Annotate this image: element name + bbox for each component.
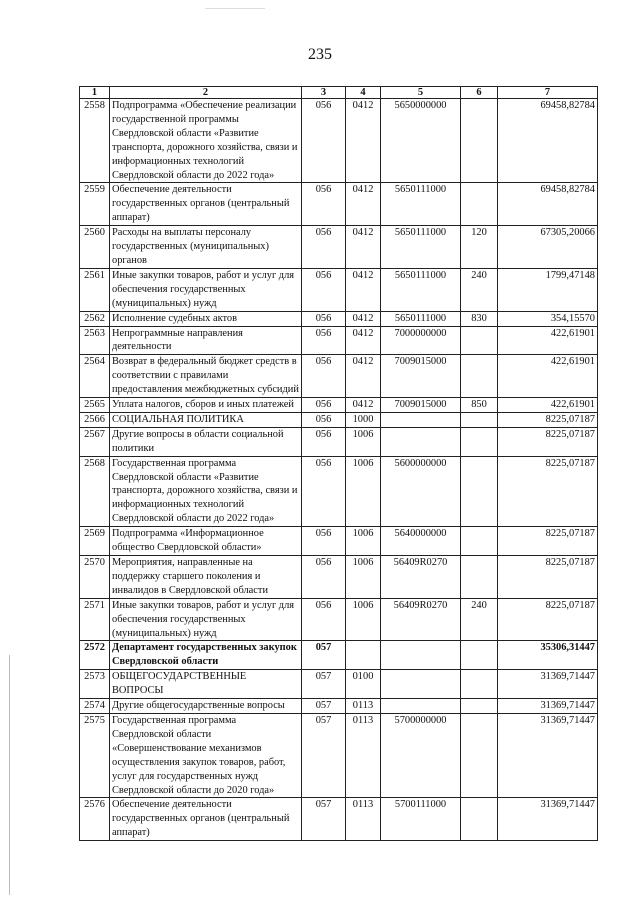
header-cell: 6 [461,87,498,99]
section-code-cell: 0412 [346,326,381,355]
expense-type-cell [461,183,498,226]
row-number-cell: 2565 [80,398,110,413]
row-number-cell: 2576 [80,798,110,841]
expense-type-cell [461,699,498,714]
department-code-cell: 057 [302,713,346,797]
table-row [80,398,598,413]
target-article-cell [381,641,461,670]
section-code-cell: 1006 [346,598,381,641]
department-code-cell: 056 [302,99,346,183]
row-number-cell: 2562 [80,311,110,326]
expense-type-cell: 850 [461,398,498,413]
row-number-cell: 2564 [80,355,110,398]
target-article-cell: 5640000000 [381,527,461,556]
amount-cell: 8225,07187 [498,412,598,427]
expense-type-cell [461,527,498,556]
expense-type-cell [461,798,498,841]
department-code-cell: 056 [302,311,346,326]
expense-type-cell [461,412,498,427]
department-code-cell: 056 [302,556,346,599]
table-row [80,326,598,355]
target-article-cell [381,699,461,714]
amount-cell: 31369,71447 [498,713,598,797]
department-code-cell: 056 [302,398,346,413]
section-code-cell: 0113 [346,713,381,797]
department-code-cell: 057 [302,641,346,670]
item-name-cell: Государственная программа Свердловской области «Развитие транспорта, дорожного хозяйства, связи и информационных технологий Свердловской области до 2022 года» [110,456,302,527]
department-code-cell: 056 [302,326,346,355]
amount-cell: 8225,07187 [498,427,598,456]
section-code-cell: 1006 [346,456,381,527]
item-name-cell: Иные закупки товаров, работ и услуг для обеспечения государственных (муниципальных) нужд [110,268,302,311]
item-name-cell: Иные закупки товаров, работ и услуг для обеспечения государственных (муниципальных) нужд [110,598,302,641]
section-code-cell [346,641,381,670]
department-code-cell: 056 [302,355,346,398]
amount-cell: 422,61901 [498,355,598,398]
section-code-cell: 0113 [346,798,381,841]
row-number-cell: 2568 [80,456,110,527]
table-row [80,412,598,427]
amount-cell: 354,15570 [498,311,598,326]
amount-cell: 8225,07187 [498,456,598,527]
row-number-cell: 2569 [80,527,110,556]
department-code-cell: 056 [302,427,346,456]
expense-type-cell: 830 [461,311,498,326]
table-header-row [80,87,598,99]
row-number-cell: 2573 [80,670,110,699]
section-code-cell: 0412 [346,355,381,398]
expense-type-cell [461,556,498,599]
department-code-cell: 057 [302,699,346,714]
item-name-cell: Подпрограмма «Обеспечение реализации государственной программы Свердловской области «Развитие транспорта, дорожного хозяйства, связи и информационных технологий Свердловской области до 2022 года» [110,99,302,183]
item-name-cell: Департамент государственных закупок Свердловской области [110,641,302,670]
amount-cell: 69458,82784 [498,99,598,183]
row-number-cell: 2558 [80,99,110,183]
target-article-cell: 7009015000 [381,355,461,398]
section-code-cell: 0113 [346,699,381,714]
section-code-cell: 0412 [346,99,381,183]
table-row [80,699,598,714]
target-article-cell [381,670,461,699]
target-article-cell: 5650000000 [381,99,461,183]
row-number-cell: 2572 [80,641,110,670]
table-row [80,99,598,183]
department-code-cell: 056 [302,456,346,527]
row-number-cell: 2575 [80,713,110,797]
budget-table [79,86,598,841]
expense-type-cell [461,355,498,398]
row-number-cell: 2563 [80,326,110,355]
section-code-cell: 1006 [346,556,381,599]
row-number-cell: 2574 [80,699,110,714]
table-row [80,183,598,226]
amount-cell: 8225,07187 [498,598,598,641]
section-code-cell: 0412 [346,226,381,269]
department-code-cell: 057 [302,798,346,841]
item-name-cell: Исполнение судебных актов [110,311,302,326]
department-code-cell: 057 [302,670,346,699]
header-cell: 5 [381,87,461,99]
target-article-cell: 56409R0270 [381,556,461,599]
amount-cell: 1799,47148 [498,268,598,311]
amount-cell: 422,61901 [498,398,598,413]
table-row [80,268,598,311]
section-code-cell: 1006 [346,427,381,456]
item-name-cell: ОБЩЕГОСУДАРСТВЕННЫЕ ВОПРОСЫ [110,670,302,699]
header-cell: 4 [346,87,381,99]
section-code-cell: 0412 [346,268,381,311]
target-article-cell: 5650111000 [381,311,461,326]
amount-cell: 8225,07187 [498,556,598,599]
header-cell: 7 [498,87,598,99]
expense-type-cell: 120 [461,226,498,269]
item-name-cell: Обеспечение деятельности государственных органов (центральный аппарат) [110,798,302,841]
expense-type-cell [461,326,498,355]
amount-cell: 422,61901 [498,326,598,355]
table-row [80,556,598,599]
item-name-cell: Непрограммные направления деятельности [110,326,302,355]
page-number: 235 [308,46,332,63]
section-code-cell: 1006 [346,527,381,556]
table-row [80,226,598,269]
section-code-cell: 1000 [346,412,381,427]
expense-type-cell [461,456,498,527]
section-code-cell: 0412 [346,183,381,226]
amount-cell: 31369,71447 [498,670,598,699]
department-code-cell: 056 [302,183,346,226]
table-row [80,427,598,456]
table-row [80,713,598,797]
expense-type-cell [461,713,498,797]
row-number-cell: 2560 [80,226,110,269]
row-number-cell: 2571 [80,598,110,641]
item-name-cell: СОЦИАЛЬНАЯ ПОЛИТИКА [110,412,302,427]
target-article-cell: 5650111000 [381,226,461,269]
target-article-cell: 5700000000 [381,713,461,797]
target-article-cell: 5700111000 [381,798,461,841]
department-code-cell: 056 [302,527,346,556]
amount-cell: 35306,31447 [498,641,598,670]
table-row [80,641,598,670]
section-code-cell: 0100 [346,670,381,699]
item-name-cell: Другие вопросы в области социальной политики [110,427,302,456]
table-row [80,355,598,398]
department-code-cell: 056 [302,268,346,311]
item-name-cell: Расходы на выплаты персоналу государственных (муниципальных) органов [110,226,302,269]
department-code-cell: 056 [302,598,346,641]
header-cell: 1 [80,87,110,99]
target-article-cell: 7000000000 [381,326,461,355]
row-number-cell: 2567 [80,427,110,456]
header-cell: 3 [302,87,346,99]
item-name-cell: Возврат в федеральный бюджет средств в соответствии с правилами предоставления межбюджетных субсидий [110,355,302,398]
amount-cell: 69458,82784 [498,183,598,226]
target-article-cell [381,427,461,456]
section-code-cell: 0412 [346,398,381,413]
target-article-cell: 5600000000 [381,456,461,527]
row-number-cell: 2559 [80,183,110,226]
table-row [80,527,598,556]
department-code-cell: 056 [302,412,346,427]
item-name-cell: Уплата налогов, сборов и иных платежей [110,398,302,413]
table-row [80,670,598,699]
expense-type-cell: 240 [461,598,498,641]
expense-type-cell [461,99,498,183]
table-row [80,456,598,527]
item-name-cell: Мероприятия, направленные на поддержку старшего поколения и инвалидов в Свердловской области [110,556,302,599]
row-number-cell: 2570 [80,556,110,599]
row-number-cell: 2561 [80,268,110,311]
expense-type-cell [461,641,498,670]
table-row [80,798,598,841]
amount-cell: 31369,71447 [498,699,598,714]
amount-cell: 67305,20066 [498,226,598,269]
expense-type-cell: 240 [461,268,498,311]
scan-artifact-top [205,8,265,9]
table-row [80,598,598,641]
target-article-cell: 7009015000 [381,398,461,413]
header-cell: 2 [110,87,302,99]
table-row [80,311,598,326]
amount-cell: 31369,71447 [498,798,598,841]
row-number-cell: 2566 [80,412,110,427]
item-name-cell: Обеспечение деятельности государственных органов (центральный аппарат) [110,183,302,226]
item-name-cell: Подпрограмма «Информационное общество Свердловской области» [110,527,302,556]
scan-artifact-left [9,655,10,895]
target-article-cell: 56409R0270 [381,598,461,641]
target-article-cell: 5650111000 [381,268,461,311]
expense-type-cell [461,427,498,456]
target-article-cell: 5650111000 [381,183,461,226]
item-name-cell: Государственная программа Свердловской области «Совершенствование механизмов осуществления закупок товаров, работ, услуг для государственных нужд Свердловской области до 2020 года» [110,713,302,797]
department-code-cell: 056 [302,226,346,269]
expense-type-cell [461,670,498,699]
amount-cell: 8225,07187 [498,527,598,556]
section-code-cell: 0412 [346,311,381,326]
item-name-cell: Другие общегосударственные вопросы [110,699,302,714]
target-article-cell [381,412,461,427]
